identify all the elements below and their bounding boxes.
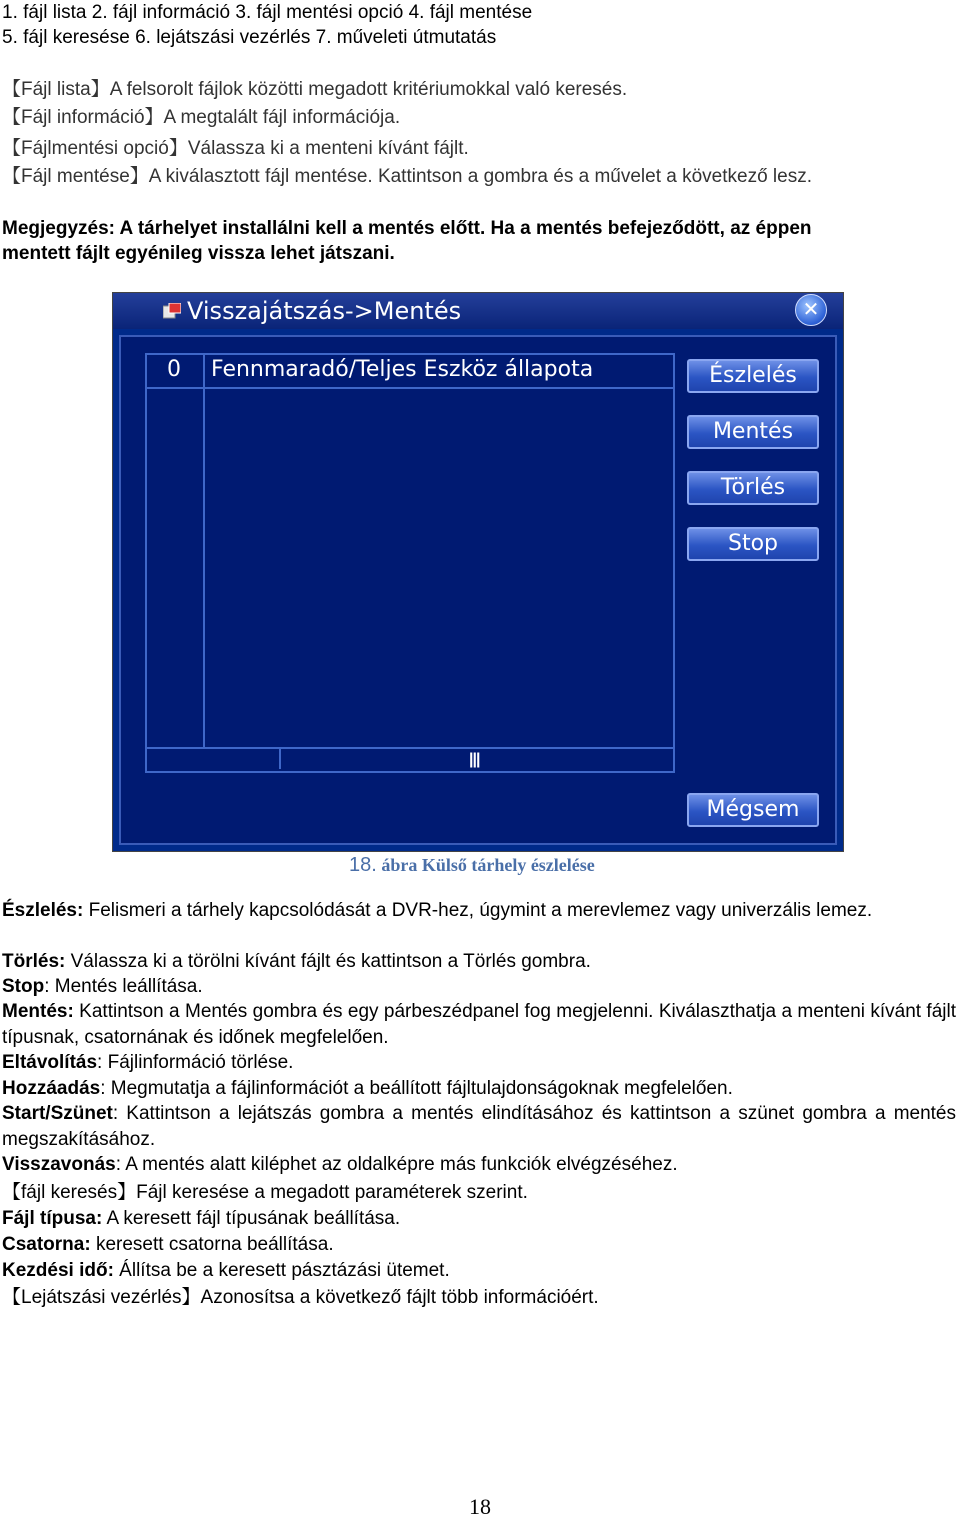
desc-text: : Mentés leállítása. [44, 976, 203, 997]
desc-term: Kezdési idő: [2, 1260, 114, 1281]
desc-text: Kattintson a Mentés gombra és egy párbeszédpanel fog megjelenni. Kiválaszthatja a menteni kívánt fájlt típusnak, csatornának és időnek megfelelően. [2, 1001, 956, 1048]
desc-text: keresett csatorna beállítása. [90, 1234, 334, 1255]
desc-stop [2, 974, 956, 1000]
window-body [119, 335, 837, 845]
desc-label: 【Lejátszási vezérlés】 [2, 1287, 201, 1308]
intro-file-info [2, 106, 400, 130]
figure-number: 18. [349, 854, 377, 876]
desc-text: Állítsa be a keresett pásztázási ütemet. [113, 1260, 450, 1281]
intro-label: 【Fájl mentése】 [2, 166, 149, 187]
note-line-2: mentett fájlt egyénileg vissza lehet játszani. [2, 243, 395, 264]
intro-label: 【Fájlmentési opció】 [2, 138, 188, 159]
desc-text: : Kattintson a lejátszás gombra a mentés elindításához és kattintson a szünet gombra a mentés megszakításához. [2, 1103, 956, 1150]
intro-file-save [2, 165, 812, 189]
desc-text: Felismeri a tárhely kapcsolódását a DVR-hez, úgymint a merevlemez vagy univerzális lemez. [83, 900, 873, 921]
save-button[interactable]: Mentés [687, 415, 819, 449]
column-divider [203, 355, 205, 747]
intro-text: Válassza ki a menteni kívánt fájlt. [187, 138, 469, 159]
desc-term: Start/Szünet [2, 1103, 113, 1124]
desc-text: Válassza ki a törölni kívánt fájlt és kattintson a Törlés gombra. [65, 951, 591, 972]
desc-detect [2, 898, 956, 924]
desc-delete [2, 949, 956, 975]
desc-label: 【fájl keresés】 [2, 1182, 137, 1203]
desc-text: Fájl keresése a megadott paraméterek szerint. [136, 1182, 528, 1203]
page-number: 18 [469, 1494, 491, 1519]
desc-text: A keresett fájl típusának beállítása. [102, 1208, 401, 1229]
desc-add [2, 1076, 956, 1102]
desc-remove [2, 1050, 956, 1076]
desc-term: Csatorna: [2, 1234, 91, 1255]
app-logo-icon [163, 303, 181, 319]
device-list-columns: Fennmaradó/Teljes Eszköz állapota [211, 357, 594, 382]
toc-line-2: 5. fájl keresése 6. lejátszási vezérlés 7. műveleti útmutatás [2, 27, 497, 48]
desc-start-pause [2, 1101, 956, 1152]
toc-line-1: 1. fájl lista 2. fájl információ 3. fájl mentési opció 4. fájl mentése [2, 2, 533, 23]
desc-term: Visszavonás [2, 1154, 116, 1175]
desc-term: Mentés: [2, 1001, 74, 1022]
scrollbar-thumb[interactable]: ||| [469, 751, 480, 768]
desc-save [2, 999, 956, 1050]
intro-save-option [2, 137, 469, 161]
detect-button[interactable]: Észlelés [687, 359, 819, 393]
intro-text: A kiválasztott fájl mentése. Kattintson a gombra és a művelet a következő lesz. [148, 166, 812, 187]
close-icon: ✕ [802, 299, 820, 321]
close-button[interactable] [795, 294, 827, 326]
horizontal-scrollbar[interactable] [147, 747, 673, 771]
desc-term: Hozzáadás [2, 1078, 101, 1099]
device-list-header [147, 355, 673, 389]
cancel-button[interactable]: Mégsem [687, 793, 819, 827]
desc-playback-control [2, 1285, 956, 1311]
desc-text: Azonosítsa a következő fájlt több információért. [200, 1287, 599, 1308]
intro-file-list [2, 78, 627, 102]
desc-file-type [2, 1206, 956, 1232]
desc-term: Fájl típusa: [2, 1208, 103, 1229]
window-title: Visszajátszás->Mentés [187, 297, 462, 325]
intro-text: A megtalált fájl információja. [163, 107, 401, 128]
scrollbar-track-left [147, 749, 281, 769]
window-title-bar [113, 293, 843, 329]
desc-channel [2, 1232, 956, 1258]
figure-caption [349, 853, 595, 877]
desc-file-search [2, 1180, 956, 1206]
desc-term: Törlés: [2, 951, 66, 972]
intro-text: A felsorolt fájlok közötti megadott kritériumokkal való keresés. [109, 79, 628, 100]
intro-label: 【Fájl lista】 [2, 79, 110, 100]
desc-term: Eltávolítás [2, 1052, 98, 1073]
device-list[interactable] [145, 353, 675, 773]
backup-window [112, 292, 844, 852]
delete-button[interactable]: Törlés [687, 471, 819, 505]
desc-undo [2, 1152, 956, 1178]
device-count: 0 [167, 357, 181, 382]
desc-term: Észlelés: [2, 900, 84, 921]
intro-label: 【Fájl információ】 [2, 107, 164, 128]
desc-term: Stop [2, 976, 45, 997]
desc-text: : Fájlinformáció törlése. [97, 1052, 294, 1073]
note-line-1: Megjegyzés: A tárhelyet installálni kell a mentés előtt. Ha a mentés befejeződött, az éppen [2, 218, 812, 239]
desc-text: : Megmutatja a fájlinformációt a beállított fájltulajdonságoknak megfelelően. [100, 1078, 733, 1099]
desc-text: : A mentés alatt kiléphet az oldalképre más funkciók elvégzéséhez. [115, 1154, 678, 1175]
stop-button[interactable]: Stop [687, 527, 819, 561]
desc-start-time [2, 1258, 956, 1284]
figure-caption-text: ábra Külső tárhely észlelése [381, 855, 595, 875]
